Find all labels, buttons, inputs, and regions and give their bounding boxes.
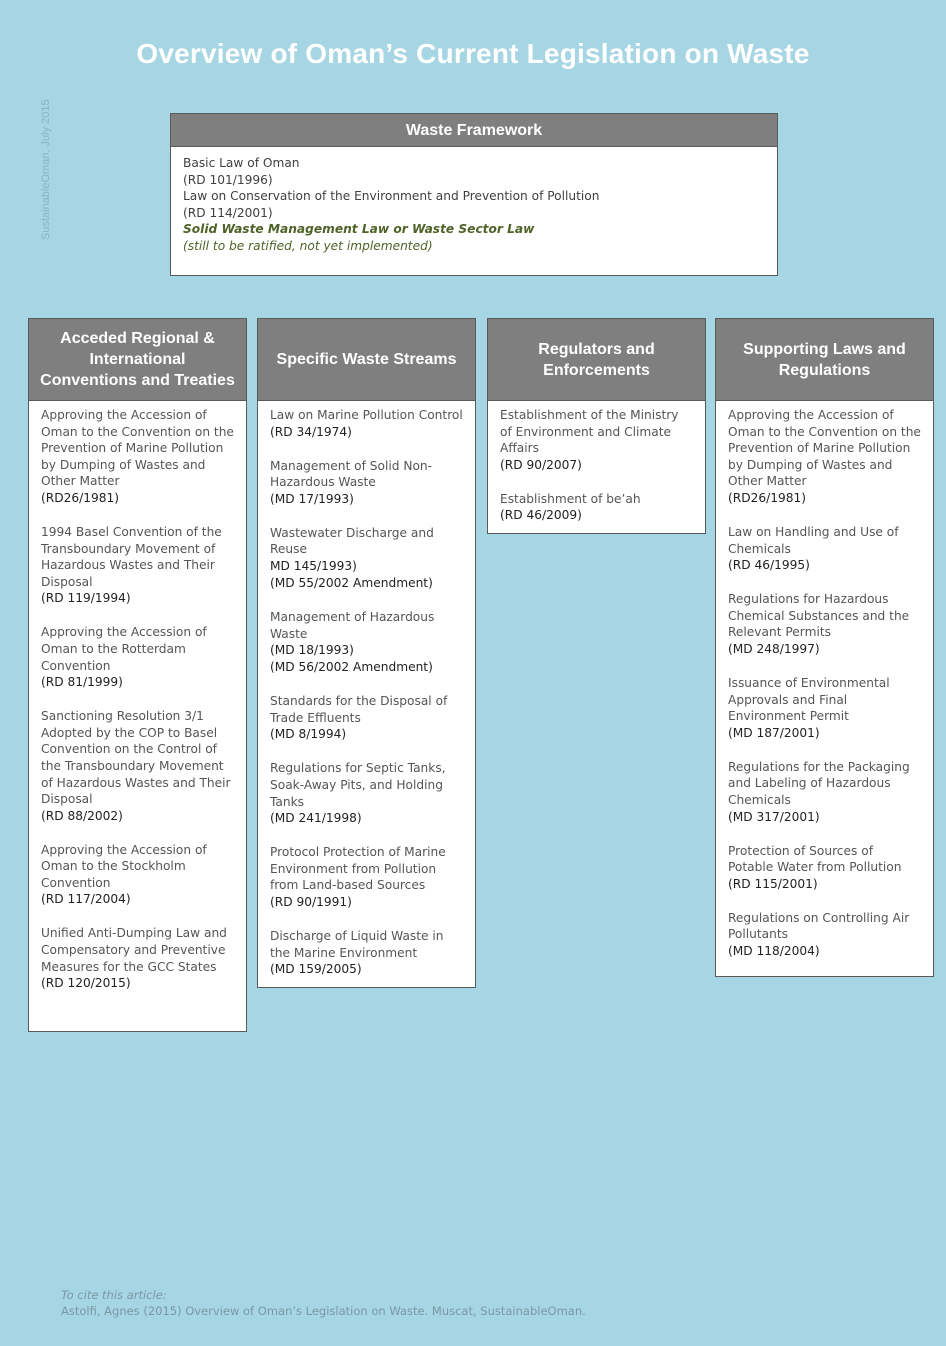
legislation-entry: [728, 910, 921, 960]
entry-title: Approving the Accession of Oman to the Stockholm Convention: [41, 842, 207, 890]
entry-title: Approving the Accession of Oman to the Rotterdam Convention: [41, 625, 207, 673]
entry-title: Approving the Accession of Oman to the Convention on the Prevention of Marine Pollution by Dumping of Wastes and Other Matter: [728, 408, 921, 489]
entry-code: (RD 115/2001): [728, 876, 818, 891]
legislation-entry: [728, 675, 921, 742]
entry-title: Management of Hazardous Waste: [270, 609, 435, 641]
legislation-entry: [500, 407, 693, 474]
column-conventions: [28, 318, 247, 1032]
column-heading: Regulators and Enforcements: [488, 319, 705, 401]
column-body: [716, 401, 933, 970]
entry-code: (MD 159/2005): [270, 962, 362, 977]
entry-title: Regulations for Hazardous Chemical Substances and the Relevant Permits: [728, 592, 910, 640]
column-body: [488, 401, 705, 534]
entry-title: Establishment of the Ministry of Environment and Climate Affairs: [500, 408, 679, 456]
legislation-entry: [41, 407, 234, 507]
side-note: SustainableOman, July 2015: [40, 99, 52, 240]
legislation-entry: [41, 925, 234, 992]
entry-code: (RD 46/2009): [500, 508, 582, 523]
legislation-entry: [41, 624, 234, 691]
entry-code: (MD 248/1997): [728, 641, 820, 656]
entry-code: (RD26/1981): [41, 490, 119, 505]
entry-code: (MD 187/2001): [728, 725, 820, 740]
entry-code: (RD26/1981): [728, 490, 806, 505]
entry-title: Regulations for the Packaging and Labeling of Hazardous Chemicals: [728, 759, 910, 807]
column-body: [29, 401, 246, 1002]
framework-line: (still to be ratified, not yet implemented): [183, 238, 433, 253]
legislation-entry: [270, 458, 463, 508]
citation-text: Astolfi, Agnes (2015) Overview of Oman’s Legislation on Waste. Muscat, SustainableOman.: [61, 1303, 586, 1318]
framework-line: Basic Law of Oman: [183, 156, 300, 170]
column-supporting-laws: [715, 318, 934, 977]
framework-line: (RD 114/2001): [183, 205, 273, 220]
legislation-entry: [500, 491, 693, 525]
column-regulators: [487, 318, 706, 534]
entry-code: (MD 118/2004): [728, 943, 820, 958]
entry-code: (MD 8/1994): [270, 727, 347, 742]
legislation-entry: [728, 524, 921, 574]
entry-title: Regulations on Controlling Air Pollutants: [728, 910, 910, 942]
legislation-entry: [728, 759, 921, 826]
column-heading: Supporting Laws and Regulations: [716, 319, 933, 401]
entry-title: Regulations for Septic Tanks, Soak-Away Pits, and Holding Tanks: [270, 761, 446, 809]
citation-label: To cite this article:: [61, 1288, 167, 1302]
legislation-entry: [270, 693, 463, 743]
entry-title: Management of Solid Non-Hazardous Waste: [270, 458, 433, 490]
legislation-entry: [41, 524, 234, 607]
entry-title: Wastewater Discharge and Reuse: [270, 525, 434, 557]
legislation-entry: [728, 591, 921, 658]
legislation-entry: [270, 525, 463, 592]
legislation-entry: [41, 708, 234, 825]
entry-code: (MD 317/2001): [728, 809, 820, 824]
entry-title: Law on Marine Pollution Control: [270, 408, 463, 422]
entry-title: Law on Handling and Use of Chemicals: [728, 524, 899, 556]
entry-code: (RD 81/1999): [41, 675, 123, 690]
entry-code: (RD 34/1974): [270, 424, 352, 439]
entry-code: (RD 90/1991): [270, 894, 352, 909]
framework-line: Law on Conservation of the Environment and Prevention of Pollution: [183, 189, 600, 204]
entry-title: Unified Anti-Dumping Law and Compensatory and Preventive Measures for the GCC States: [41, 926, 227, 974]
citation: [61, 1288, 586, 1319]
legislation-entry: [270, 760, 463, 827]
entry-code: (RD 88/2002): [41, 808, 123, 823]
legislation-entry: [270, 609, 463, 676]
column-waste-streams: [257, 318, 476, 988]
entry-title: Protocol Protection of Marine Environment from Pollution from Land-based Sources: [270, 845, 446, 893]
page-title: Overview of Oman’s Current Legislation on Waste: [136, 38, 810, 69]
column-body: [258, 401, 475, 988]
entry-title: Sanctioning Resolution 3/1 Adopted by the COP to Basel Convention on the Control of the Transboundary Movement of Hazardous Wastes and Their Disposal: [41, 709, 231, 807]
legislation-entry: [270, 407, 463, 441]
entry-code: (MD 17/1993): [270, 491, 354, 506]
entry-code: MD 145/1993) (MD 55/2002 Amendment): [270, 558, 433, 590]
entry-title: Issuance of Environmental Approvals and Final Environment Permit: [728, 675, 890, 724]
legislation-entry: [728, 843, 921, 893]
waste-framework-heading: Waste Framework: [171, 114, 777, 147]
entry-code: (RD 46/1995): [728, 558, 810, 573]
entry-code: (MD 18/1993) (MD 56/2002 Amendment): [270, 643, 433, 675]
column-heading: Acceded Regional & International Conventions and Treaties: [29, 319, 246, 401]
legislation-entry: [270, 844, 463, 911]
entry-title: Approving the Accession of Oman to the Convention on the Prevention of Marine Pollution by Dumping of Wastes and Other Matter: [41, 408, 234, 489]
column-heading: Specific Waste Streams: [258, 319, 475, 401]
legislation-entry: [41, 842, 234, 909]
entry-code: (RD 120/2015): [41, 976, 131, 991]
entry-title: Discharge of Liquid Waste in the Marine Environment: [270, 928, 444, 960]
entry-code: (RD 90/2007): [500, 457, 582, 472]
entry-title: 1994 Basel Convention of the Transboundary Movement of Hazardous Wastes and Their Disposal: [41, 524, 222, 589]
legislation-entry: [270, 928, 463, 978]
waste-framework-box: [170, 113, 778, 276]
entry-title: Standards for the Disposal of Trade Effluents: [270, 694, 448, 725]
entry-title: Establishment of be’ah: [500, 491, 641, 506]
framework-line: Solid Waste Management Law or Waste Sector Law: [183, 222, 535, 237]
entry-code: (RD 119/1994): [41, 591, 131, 606]
framework-line: (RD 101/1996): [183, 172, 273, 187]
entry-code: (MD 241/1998): [270, 811, 362, 826]
entry-code: (RD 117/2004): [41, 892, 131, 907]
waste-framework-body: [171, 147, 777, 263]
legislation-entry: [728, 407, 921, 507]
entry-title: Protection of Sources of Potable Water from Pollution: [728, 843, 902, 875]
